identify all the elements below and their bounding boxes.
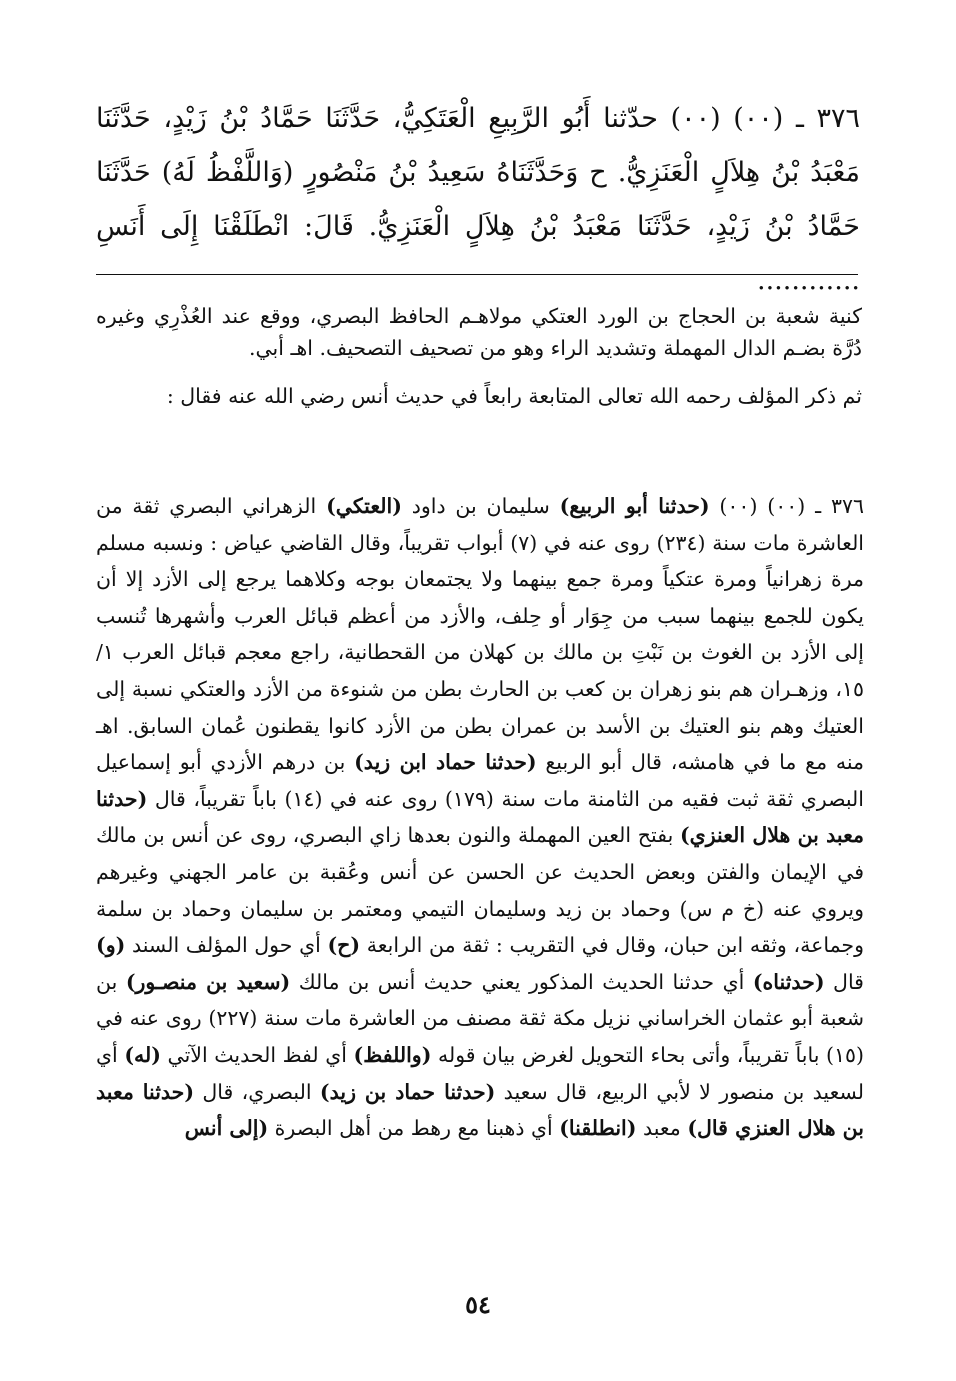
commentary-text: أي ذهبنا مع رهط من أهل البصرة bbox=[268, 1116, 560, 1141]
commentary-text: ٣٧٦ ـ (٠٠) (٠٠) bbox=[709, 494, 864, 518]
quoted-text: (حدثنا معبد بن هلال العنزي) bbox=[96, 786, 864, 848]
quoted-text: (واللفظ) bbox=[353, 1042, 432, 1067]
page-number: ٥٤ bbox=[465, 1290, 491, 1319]
footnote-paragraph: كنية شعبة بن الحجاج بن الورد العتكي مولاهـم الحافظ البصري، ووقع عند العُذْرِي وغيره دُرَّة بضـم الدال المهملة وتشديد الراء وهو من تصحيف التصحيف. اهـ أبي. bbox=[96, 304, 862, 360]
quoted-text: (حدثنا حماد بن زيد) bbox=[319, 1079, 496, 1104]
transition-paragraph: ثم ذكر المؤلف رحمه الله تعالى المتابعة رابعاً في حديث أنس رضي الله عنه فقال : bbox=[166, 384, 862, 408]
commentary-paragraph bbox=[96, 488, 864, 1147]
commentary-text: الزهراني البصري ثقة من العاشرة مات سنة (٢٣٤) روى عنه في (٧) أبواب تقريباً، وقال القاضي عياض : ونسبه مسلم مرة زهرانياً ومرة عتكياً ومرة جمع بينهما ولا يجتمعان بوجه وكلاهما يرجع إلى الأزد إلا أن يكون للجمع بينهما سبب من جِوَار أو حِلف، والأزد من أعظم قبائل العرب وأشهرها تُنسب إلى الأزد بن الغوث بن نَبْتِ بن مالك بن كهلان من القحطانية، راجع معجم قبائل العرب ١/ ١٥، وزهـران هم بنو زهران بن كعب بن الحارث بطن من شنوءة من الأزد والعتكي نسبة إلى العتيك وهم بنو العتيك بن الأسد بن عمران بطن من الأزد كانوا يقطنون عُمان السابق. اهـ منه مع ما في هامشه، قال أبو الربيع bbox=[96, 494, 865, 775]
quoted-text: (إلى أنس bbox=[184, 1116, 269, 1141]
commentary-text: سليمان بن داود bbox=[401, 494, 560, 518]
quoted-text: (و) bbox=[96, 933, 126, 958]
hadith-text: ٣٧٦ ـ (٠٠) (٠٠) حدّثنا أَبُو الرَّبِيعِ الْعَتَكِيُّ، حَدَّثَنَا حَمَّادُ بْنُ زَيْدٍ، حَدَّثَنَا مَعْبَدُ بْنُ هِلاَلٍ الْعَنَزِيُّ. ح وَحَدَّثَنَاهُ سَعِيدُ بْنُ مَنْصُورٍ (وَاللَّفْظُ لَهُ) حَدَّثَنَا حَمَّادُ بْنُ زَيْدٍ، حَدَّثَنَا مَعْبَدُ بْنُ هِلاَلٍ الْعَنَزِيُّ. قَالَ: انْطَلَقْنَا إِلَى أَنَسِ ............ bbox=[96, 103, 860, 296]
quoted-text: (حدثناه) bbox=[752, 969, 825, 994]
footnote-separator bbox=[96, 274, 858, 275]
commentary-text: البصري، قال bbox=[194, 1079, 320, 1104]
commentary-text: أي لسعيد بن منصور لا لأبي الربيع، قال سعيد bbox=[96, 1042, 864, 1104]
commentary-text: بفتح العين المهملة والنون بعدها زاي البصري، روى عن أنس بن مالك في الإيمان والفتن وبعض الحديث عن الحسن عن أنس وعُقبة بن عامر الجهني وغيرهم ويروي عنه (خ م س) وحماد بن زيد وسليمان التيمي ومعتمر بن سليمان وحماد بن سلمة وجماعة، وثقه ابن حبان، وقال في التقريب : ثقة من الرابعة bbox=[96, 823, 864, 958]
commentary-text: بن درهم الأزدي أبو إسماعيل البصري ثقة ثبت فقيه من الثامنة مات سنة (١٧٩) روى عنه في (١٤) باباً تقريباً، قال bbox=[96, 750, 864, 811]
footnote-block bbox=[96, 300, 862, 412]
quoted-text: (حدثنا معبد بن هلال العنزي قال) bbox=[96, 1079, 864, 1141]
commentary-text: أي حدثنا الحديث المذكور يعني حديث أنس بن مالك bbox=[290, 969, 753, 994]
commentary-text: أي لفظ الحديث الآتي bbox=[160, 1042, 354, 1067]
commentary-text: معبد bbox=[636, 1116, 688, 1141]
quoted-text: (سعيد بن منصـور) bbox=[125, 969, 291, 994]
hadith-matn bbox=[96, 92, 860, 308]
commentary-block bbox=[96, 488, 864, 1147]
quoted-text: (انطلقنا) bbox=[559, 1116, 637, 1141]
quoted-text: (حدثنا أبو الربيع) bbox=[559, 494, 710, 518]
quoted-text: (حدثنا حماد ابن زيد) bbox=[354, 750, 537, 775]
quoted-text: (له) bbox=[124, 1042, 161, 1067]
commentary-text: بن شعبة أبو عثمان الخراساني نزيل مكة ثقة مصنف من العاشرة مات سنة (٢٢٧) روى عنه في (١٥) باباً تقريباً، وأتى بحاء التحويل لغرض بيان قوله bbox=[96, 969, 865, 1067]
commentary-text: قال bbox=[824, 969, 864, 994]
commentary-text: أي حول المؤلف السند bbox=[125, 933, 328, 958]
quoted-text: (العتكي) bbox=[326, 494, 402, 518]
quoted-text: (ح) bbox=[327, 933, 361, 958]
